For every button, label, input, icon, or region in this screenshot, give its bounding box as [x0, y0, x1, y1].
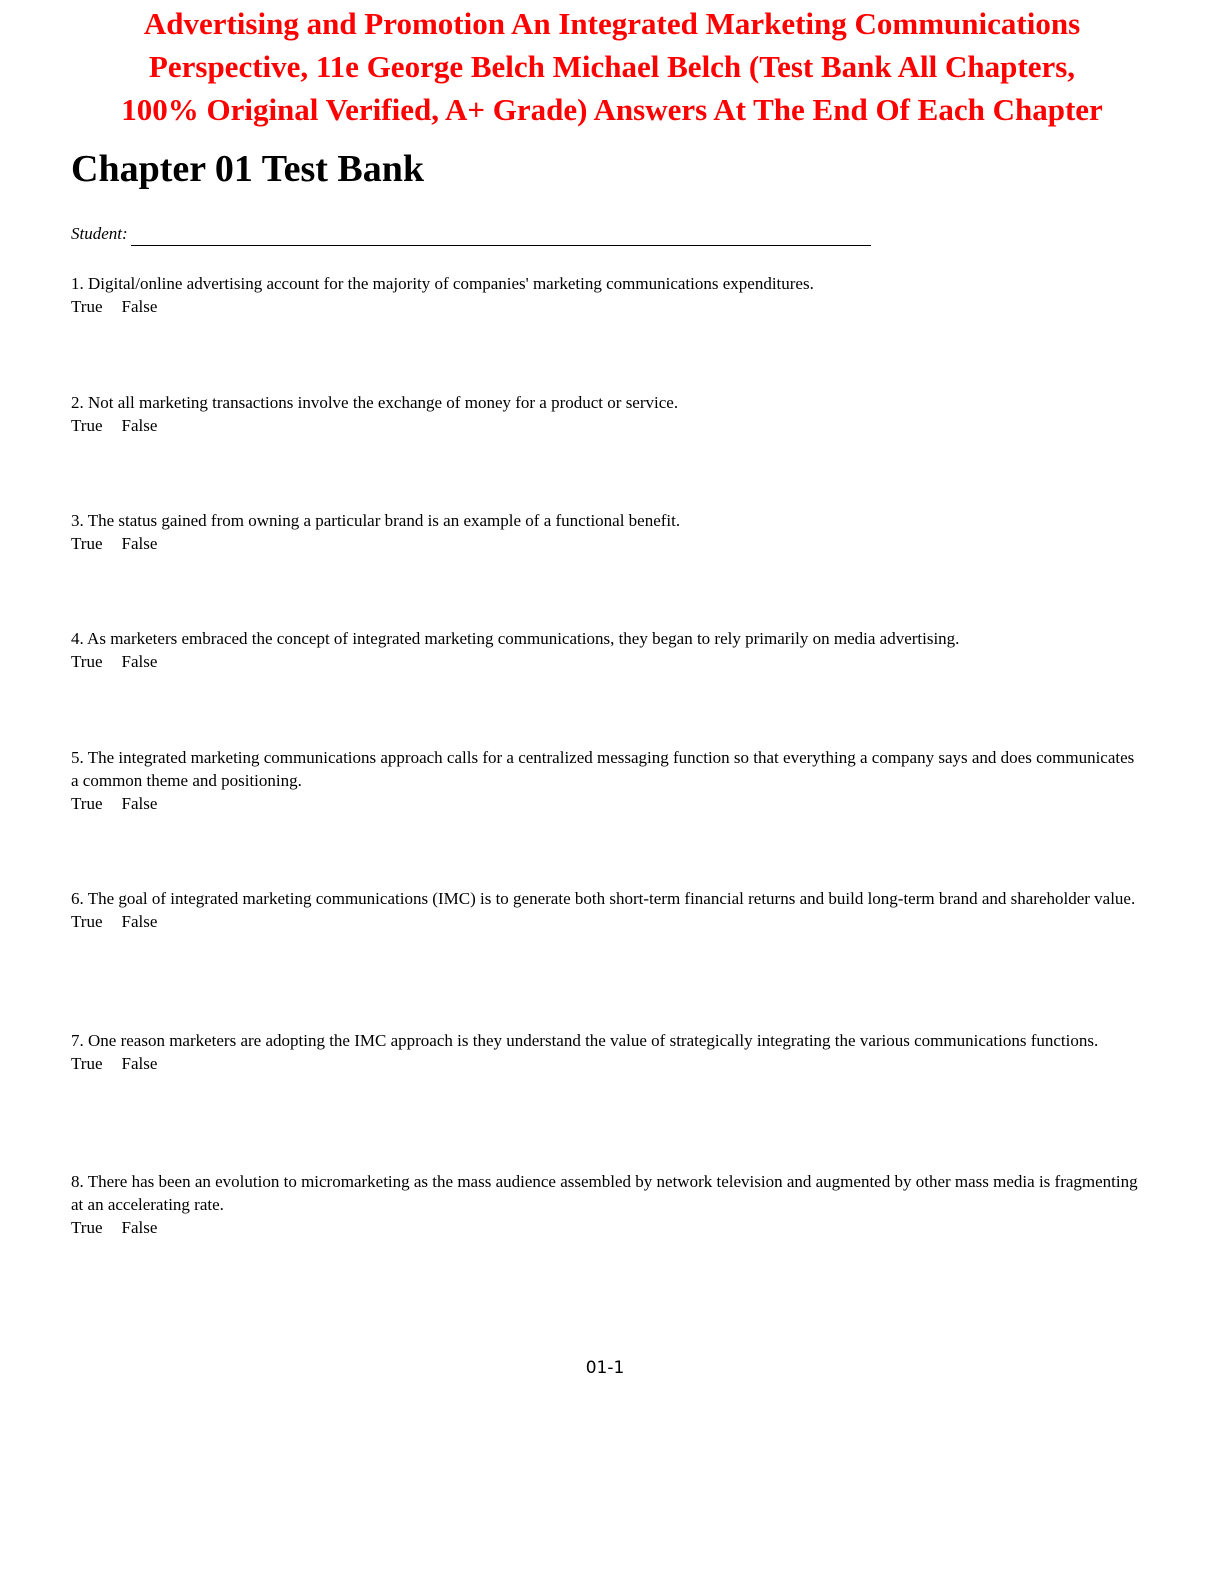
student-label: Student: — [71, 224, 128, 243]
question-2 — [71, 391, 1141, 437]
answer-options — [71, 910, 1141, 933]
banner-line-3: 100% Original Verified, A+ Grade) Answers At The End Of Each Chapter — [121, 92, 1103, 127]
true-option[interactable]: True — [71, 794, 103, 813]
question-8 — [71, 1170, 1141, 1239]
true-option[interactable]: True — [71, 297, 103, 316]
answer-options — [71, 532, 1141, 555]
question-text: 4. As marketers embraced the concept of integrated marketing communications, they began to rely primarily on media advertising. — [71, 629, 960, 648]
answer-options — [71, 792, 1141, 815]
false-option[interactable]: False — [121, 794, 158, 813]
student-name-line — [71, 222, 871, 246]
question-text: 6. The goal of integrated marketing communications (IMC) is to generate both short-term financial returns and build long-term brand and shareholder value. — [71, 889, 1136, 908]
false-option[interactable]: False — [121, 652, 158, 671]
chapter-title: Chapter 01 Test Bank — [71, 148, 425, 190]
answer-options — [71, 1216, 1141, 1239]
banner-line-2: Perspective, 11e George Belch Michael Belch (Test Bank All Chapters, — [148, 49, 1076, 84]
true-option[interactable]: True — [71, 912, 103, 931]
question-text: 2. Not all marketing transactions involve the exchange of money for a product or service. — [71, 393, 679, 412]
false-option[interactable]: False — [121, 534, 158, 553]
question-text: 1. Digital/online advertising account for the majority of companies' marketing communications expenditures. — [71, 274, 814, 293]
page-number: 01-1 — [585, 1358, 625, 1378]
false-option[interactable]: False — [121, 416, 158, 435]
question-text: 7. One reason marketers are adopting the IMC approach is they understand the value of strategically integrating the various communications functions. — [71, 1031, 1099, 1050]
false-option[interactable]: False — [121, 912, 158, 931]
true-option[interactable]: True — [71, 534, 103, 553]
true-option[interactable]: True — [71, 416, 103, 435]
question-text: 8. There has been an evolution to micromarketing as the mass audience assembled by network television and augmented by other mass media is fragmenting at an accelerating rate. — [71, 1172, 1138, 1214]
question-4 — [71, 627, 1141, 673]
question-5 — [71, 746, 1141, 815]
true-option[interactable]: True — [71, 1218, 103, 1237]
answer-options — [71, 650, 1141, 673]
question-text: 5. The integrated marketing communications approach calls for a centralized messaging function so that everything a company says and does communicates a common theme and positioning. — [71, 748, 1135, 790]
answer-options — [71, 414, 1141, 437]
question-3 — [71, 509, 1141, 555]
answer-options — [71, 1052, 1141, 1075]
false-option[interactable]: False — [121, 1054, 158, 1073]
question-7 — [71, 1029, 1141, 1075]
document-banner — [0, 2, 1224, 131]
true-option[interactable]: True — [71, 1054, 103, 1073]
false-option[interactable]: False — [121, 297, 158, 316]
true-option[interactable]: True — [71, 652, 103, 671]
question-6 — [71, 887, 1141, 933]
false-option[interactable]: False — [121, 1218, 158, 1237]
question-text: 3. The status gained from owning a particular brand is an example of a functional benefit. — [71, 511, 681, 530]
banner-line-1: Advertising and Promotion An Integrated Marketing Communications — [143, 6, 1081, 41]
question-1 — [71, 272, 1141, 318]
answer-options — [71, 295, 1141, 318]
student-name-blank[interactable] — [131, 227, 871, 246]
